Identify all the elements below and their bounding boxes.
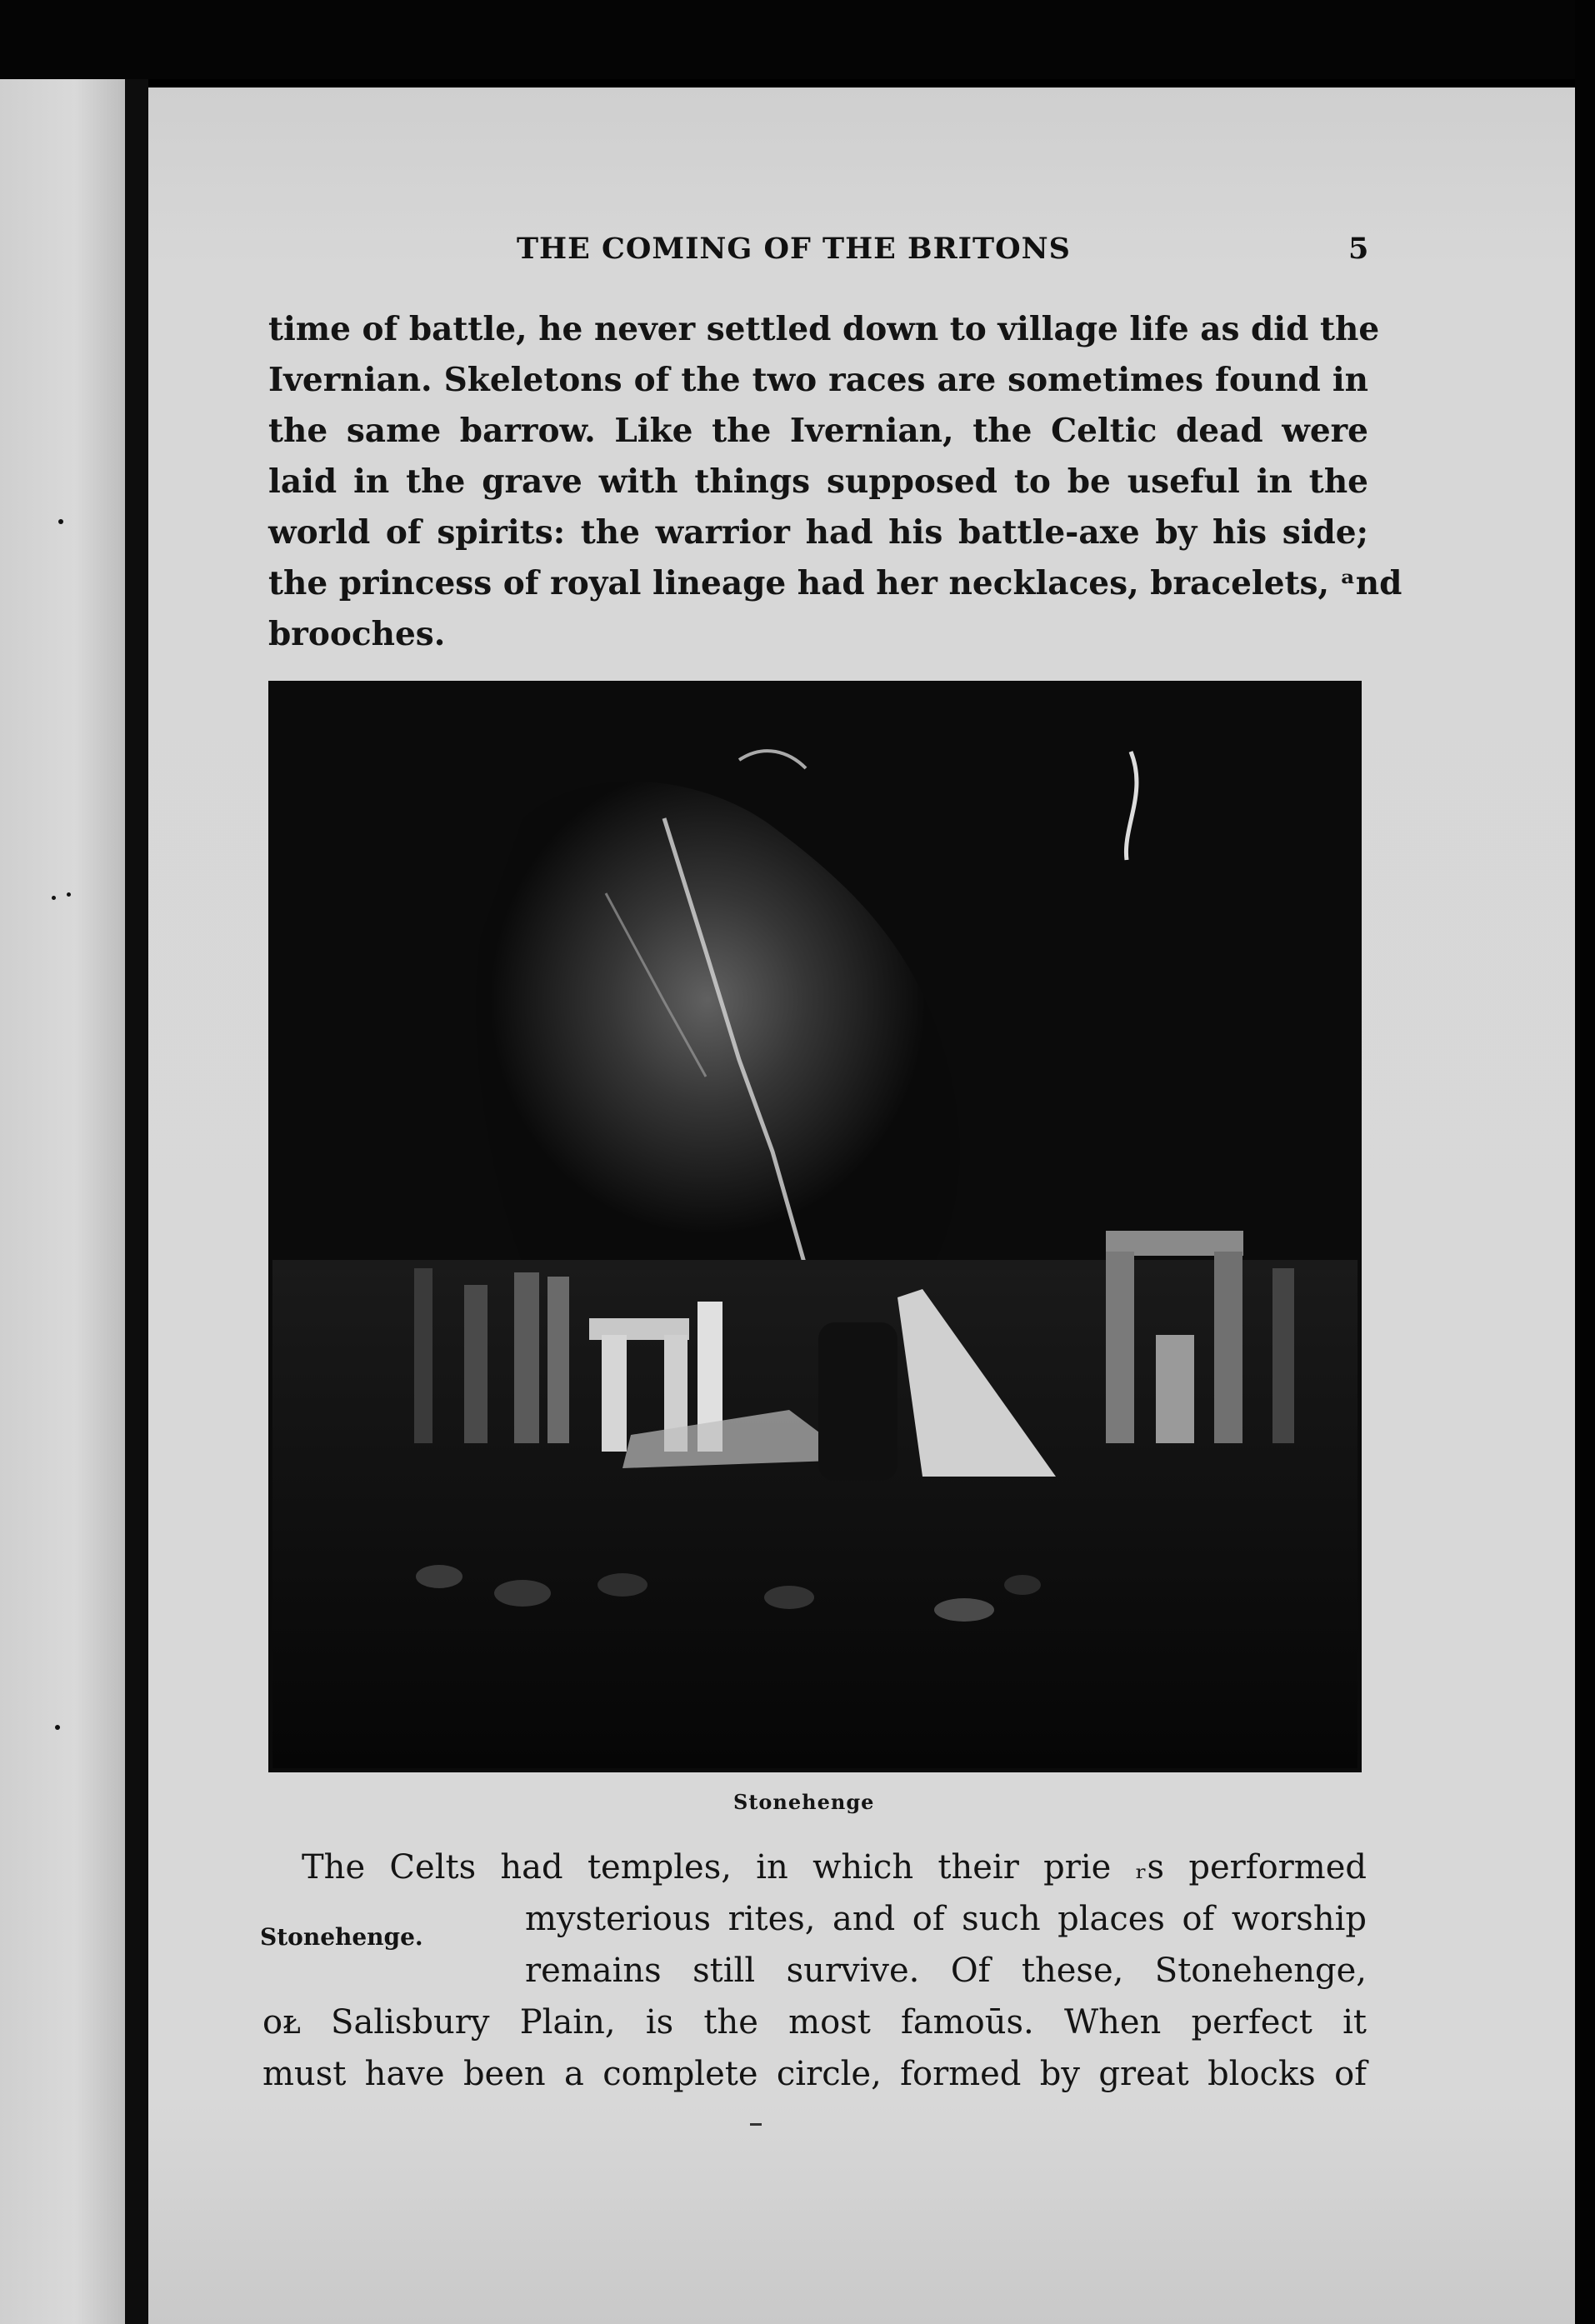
speck <box>67 892 71 897</box>
running-title: THE COMING OF THE BRITONS <box>517 232 1071 266</box>
text-line: oᴌ Salisbury Plain, is the most famoūs. When perfect it <box>262 2003 1367 2042</box>
scan-right-border <box>1575 0 1595 2324</box>
text-line: time of battle, he never settled down to village life as did the <box>268 310 1380 348</box>
text-line: world of spirits: the warrior had his battle-axe by his side; <box>268 513 1368 552</box>
text-line: the princess of royal lineage had her necklaces, bracelets, ᵃnd <box>268 564 1402 602</box>
text-line: brooches. <box>268 615 446 653</box>
stonehenge-illustration <box>268 681 1362 1772</box>
scan-top-border <box>0 0 1595 79</box>
text-line: laid in the grave with things supposed to be useful in the <box>268 462 1368 501</box>
book-gutter <box>125 79 148 2324</box>
text-line: mysterious rites, and of such places of worship <box>525 1900 1367 1938</box>
paragraph-2-indented <box>525 1893 1367 1997</box>
facing-page-edge <box>0 79 125 2324</box>
speck <box>52 896 56 900</box>
margin-note: Stonehenge. <box>260 1923 423 1951</box>
figure-caption: Stonehenge <box>733 1790 875 1814</box>
ink-mark <box>750 2123 762 2126</box>
paragraph-2-full <box>262 1997 1367 2100</box>
text-line: must have been a complete circle, formed by great blocks of <box>262 2055 1367 2093</box>
text-line: Ivernian. Skeletons of the two races are sometimes found in <box>268 361 1368 399</box>
speck <box>58 519 63 524</box>
paragraph-1 <box>268 304 1402 660</box>
text-line: remains still survive. Of these, Stonehenge, <box>525 1952 1367 1990</box>
speck <box>55 1725 60 1730</box>
stonehenge-engraving <box>272 685 1358 1768</box>
paragraph-2-line-1 <box>302 1842 1367 1893</box>
text-line: The Celts had temples, in which their prie ᵣs performed <box>302 1848 1367 1887</box>
page-number: 5 <box>1348 232 1369 266</box>
text-line: the same barrow. Like the Ivernian, the Celtic dead were <box>268 412 1368 450</box>
